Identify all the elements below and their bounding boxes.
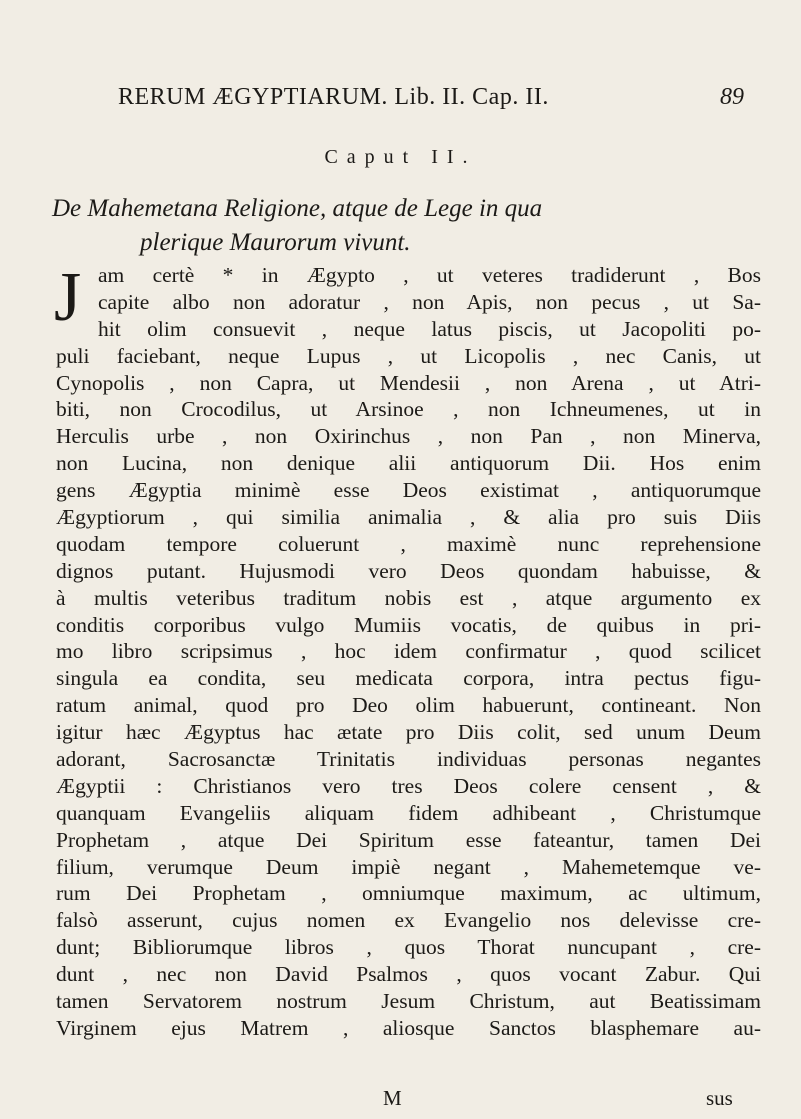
text-line: igitur hæc Ægyptus hac ætate pro Diis colit, sed unum Deum xyxy=(56,720,761,745)
text-line: dignos putant. Hujusmodi vero Deos quondam habuisse, & xyxy=(56,558,761,583)
text-line: Ægyptiorum , qui similia animalia , & alia pro suis Diis xyxy=(56,505,761,530)
catchword: sus xyxy=(706,1086,733,1110)
text-line: ratum animal, quod pro Deo olim habuerunt, contineant. Non xyxy=(56,693,761,718)
text-line: Herculis urbe , non Oxirinchus , non Pan , non Minerva, xyxy=(56,424,761,449)
page-footer xyxy=(0,1086,801,1114)
page-number: 89 xyxy=(720,84,744,110)
text-line: singula ea condita, seu medicata corpora, intra pectus figu- xyxy=(56,666,761,691)
text-line: Cynopolis , non Capra, ut Mendesii , non Arena , ut Atri- xyxy=(56,370,761,395)
drop-cap: J xyxy=(54,259,82,336)
chapter-title xyxy=(52,192,752,260)
signature-mark: M xyxy=(383,1086,402,1110)
text-line: quodam tempore coluerunt , maximè nunc reprehensione xyxy=(56,531,761,556)
text-line: quanquam Evangeliis aliquam fidem adhibeant , Christumque xyxy=(56,800,761,825)
text-line: mo libro scripsimus , hoc idem confirmatur , quod scilicet xyxy=(56,639,761,664)
text-line: adorant, Sacrosanctæ Trinitatis individuas personas negantes xyxy=(56,747,761,772)
body-text xyxy=(54,259,761,1042)
chapter-heading: Caput II. xyxy=(324,146,477,168)
text-line: dunt , nec non David Psalmos , quos vocant Zabur. Qui xyxy=(56,962,761,987)
text-line: Virginem ejus Matrem , aliosque Sanctos blasphemare au- xyxy=(56,1015,761,1040)
text-line: gens Ægyptia minimè esse Deos existimat , antiquorumque xyxy=(56,478,761,503)
text-line: conditis corporibus vulgo Mumiis vocatis, de quibus in pri- xyxy=(56,612,761,637)
text-line: rum Dei Prophetam , omniumque maximum, ac ultimum, xyxy=(56,881,761,906)
text-line: Prophetam , atque Dei Spiritum esse fateantur, tamen Dei xyxy=(56,827,761,852)
text-line: dunt; Bibliorumque libros , quos Thorat nuncupant , cre- xyxy=(56,935,761,960)
text-line: falsò asserunt, cujus nomen ex Evangelio nos delevisse cre- xyxy=(56,908,761,933)
text-line: am certè * in Ægypto , ut veteres tradiderunt , Bos xyxy=(98,263,761,287)
text-line: tamen Servatorem nostrum Jesum Christum, aut Beatissimam xyxy=(56,989,761,1014)
chapter-title-line-2: plerique Maurorum vivunt. xyxy=(140,229,411,256)
chapter-title-line-1: De Mahemetana Religione, atque de Lege in qua xyxy=(52,195,543,222)
text-line: hit olim consuevit , neque latus piscis, ut Jacopoliti po- xyxy=(98,316,761,341)
running-head: RERUM ÆGYPTIARUM. Lib. II. Cap. II. xyxy=(118,84,549,110)
text-line: filium, verumque Deum impiè negant , Mahemetemque ve- xyxy=(56,854,761,879)
text-line: biti, non Crocodilus, ut Arsinoe , non Ichneumenes, ut in xyxy=(56,397,761,422)
text-line: puli faciebant, neque Lupus , ut Licopolis , nec Canis, ut xyxy=(56,343,761,368)
text-line: Ægyptii : Christianos vero tres Deos colere censent , & xyxy=(56,773,761,798)
text-line: capite albo non adoratur , non Apis, non pecus , ut Sa- xyxy=(98,289,761,314)
text-line: non Lucina, non denique alii antiquorum Dii. Hos enim xyxy=(56,451,761,476)
text-line: à multis veteribus traditum nobis est , atque argumento ex xyxy=(56,585,761,610)
